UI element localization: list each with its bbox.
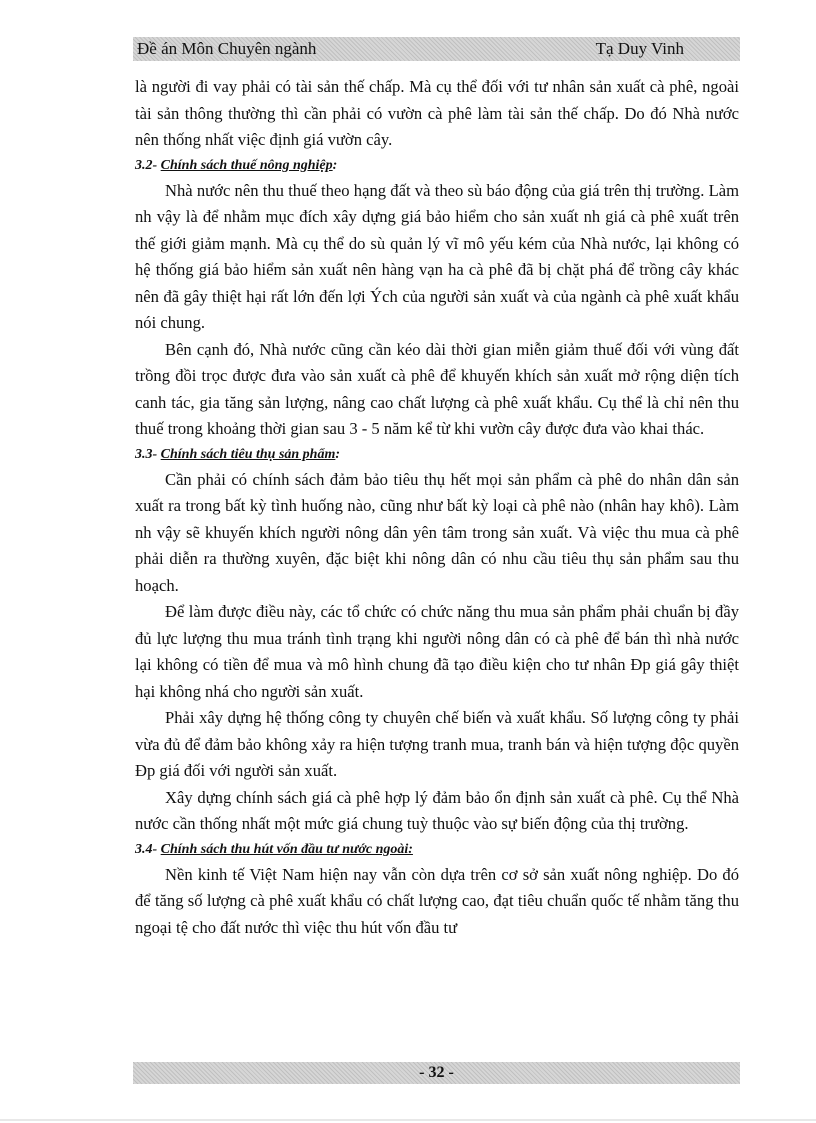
section-title: Chính sách thuế nông nghiệp (160, 157, 333, 173)
section-colon: : (332, 157, 338, 173)
page-footer (133, 1062, 740, 1084)
section-heading-3-4 (135, 838, 739, 862)
page-header (133, 37, 740, 61)
section-heading-3-3 (135, 443, 739, 467)
section-number: 3.4- (135, 841, 161, 857)
page-bottom-edge (0, 1119, 816, 1121)
section-title: Chính sách tiêu thụ sản phẩm (160, 446, 336, 462)
paragraph: Xây dựng chính sách giá cà phê hợp lý đảm bảo ổn định sản xuất cà phê. Cụ thể Nhà nước cần thống nhất một mức giá chung tuỳ thuộc vào sự biến động của thị trường. (135, 787, 739, 833)
section-number: 3.3- (135, 446, 161, 462)
section-number: 3.2- (135, 157, 161, 173)
paragraph: Cần phải có chính sách đảm bảo tiêu thụ hết mọi sản phẩm cà phê do nhân dân sản xuất ra trong bất kỳ tình huống nào, cũng như bất kỳ loại cà phê nào (nhân hay khô). Làm nh vậy sẽ khuyến khích người nông dân yên tâm trong sản xuất. Và việc thu mua cà phê phải diễn ra thường xuyên, đặc biệt khi nông dân có nhu cầu tiêu thụ sản phẩm sau thu hoạch. (135, 469, 739, 595)
page-number: - 32 - (419, 1064, 454, 1081)
paragraph: Nền kinh tế Việt Nam hiện nay vẫn còn dựa trên cơ sở sản xuất nông nghiệp. Do đó để tăng số lượng cà phê xuất khẩu có chất lượng cao, đạt tiêu chuẩn quốc tế nhằm tăng thu ngoại tệ cho đất nước thì việc thu hút vốn đầu tư (135, 864, 739, 937)
paragraph: Để làm được điều này, các tổ chức có chức năng thu mua sản phẩm phải chuẩn bị đầy đủ lực lượng thu mua tránh tình trạng khi người nông dân có cà phê để bán thì nhà nước lại không có tiền để mua và mô hình chung đã tạo điều kiện cho tư nhân Ðp giá gây thiệt hại không nhá cho người sản xuất. (135, 602, 739, 701)
header-author: Tạ Duy Vinh (595, 39, 684, 58)
section-heading-3-2 (135, 154, 739, 178)
section-colon: : (335, 446, 341, 462)
paragraph: Nhà nước nên thu thuế theo hạng đất và theo sù báo động của giá trên thị trường. Làm nh vậy là để nhằm mục đích xây dựng giá bảo hiểm cho sản xuất nh giá cà phê xuất trên thế giới giảm mạnh. Mà cụ thể do sù quản lý vĩ mô yếu kém của Nhà nước, lại không có hệ thống giá bảo hiểm sản xuất nên hàng vạn ha cà phê đã bị chặt phá để trồng cây khác nên đã gây thiệt hại rất lớn đến lợi Ých của người sản xuất và của ngành cà phê xuất khẩu nói chung. (135, 180, 739, 332)
paragraph: là người đi vay phải có tài sản thế chấp. Mà cụ thể đối với tư nhân sản xuất cà phê, ngoài tài sản thông thường thì cần phải có vườn cà phê làm tài sản thế chấp. Do đó Nhà nước nên thống nhất việc định giá vườn cây. (135, 77, 739, 149)
paragraph: Phải xây dựng hệ thống công ty chuyên chế biến và xuất khẩu. Số lượng công ty phải vừa đủ để đảm bảo không xảy ra hiện tượng tranh mua, tranh bán và hiện tượng độc quyền Ðp giá đối với người sản xuất. (135, 708, 739, 780)
header-title: Đề án Môn Chuyên ngành (137, 39, 317, 58)
paragraph: Bên cạnh đó, Nhà nước cũng cần kéo dài thời gian miễn giảm thuế đối với vùng đất trồng đồi trọc được đưa vào sản xuất cà phê để khuyến khích sản xuất mở rộng diện tích canh tác, gia tăng sản lượng, nâng cao chất lượng cà phê xuất khẩu. Cụ thể là chỉ nên thu thuế trong khoảng thời gian sau 3 - 5 năm kể từ khi vườn cây được đưa vào khai thác. (135, 339, 739, 438)
section-title: Chính sách thu hút vốn đầu tư nước ngoài: (160, 841, 413, 857)
page-body (135, 74, 739, 941)
